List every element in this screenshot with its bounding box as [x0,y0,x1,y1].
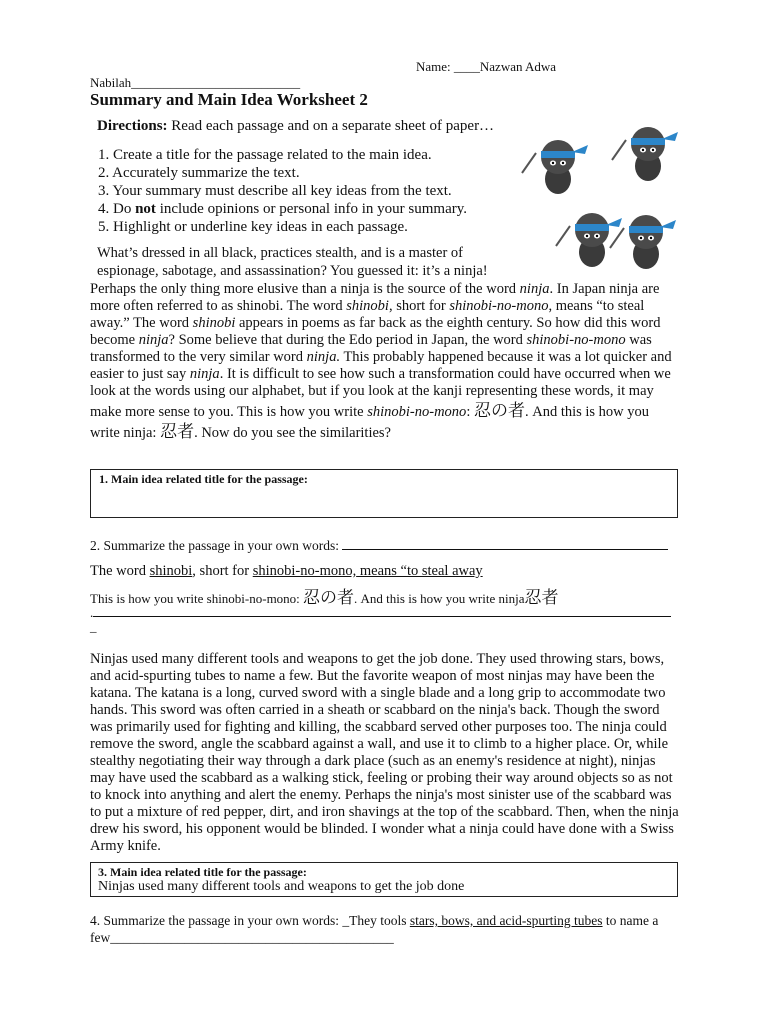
student-name: Name: ____Nazwan Adwa [416,59,557,74]
passage2-body: Ninjas used many different tools and weapons to get the job done. They used throwing stars, bows, and acid-spurting tubes to name a few. But the favorite weapon of most ninjas may have been the katana. The katana is a long, curved sword with a single blade and a long grip to accommodate two hands. This sword was often carried in a sheath or scabbard on the ninja's back. Though the sword was primarily used for fighting and killing, the scabbard served other purposes too. The ninja could remove the sword, angle the scabbard against a wall, and use it to climb to a higher place. Or, while stealthy negotiating their way through a dark place (such as an enemy's residence at night), ninjas may have used the scabbard as a walking stick, feeling or probing their way around objects so as not to knock into anything and alert the enemy. Perhaps the ninja's most sinister use of the scabbard was to put a mixture of red pepper, dirt, and iron shavings at the top of the scabbard. Then, when the ninja drew his sword, his opponent would be blinded. I wonder what a ninja could have done with a Swiss Army knife. [90,651,679,854]
ninja-group-icon [520,112,690,280]
direction-item: 3. Your summary must describe all key ideas from the text. [98,183,452,199]
direction-item: 1. Create a title for the passage related to the main idea. [98,147,432,163]
question-4-line-2[interactable]: few__________________________________________ [90,930,394,945]
answer-2-line-3[interactable]: . [90,603,671,621]
passage1-intro-line: What’s dressed in all black, practices stealth, and is a master of [97,245,463,261]
student-name-continued: Nabilah__________________________ [90,75,301,90]
answer-2-line-4[interactable]: _ [90,619,97,634]
main-idea-answer[interactable]: Ninjas used many different tools and weapons to get the job done [98,879,465,894]
directions-list [98,146,467,236]
direction-item: 2. Accurately summarize the text. [98,165,300,181]
main-idea-box-1[interactable] [90,469,678,518]
direction-item: 4. Do not include opinions or personal info in your summary. [98,201,467,217]
answer-2-line-1[interactable]: The word shinobi, short for shinobi-no-mono, means “to steal away [90,563,483,579]
answer-2-line-2[interactable]: This is how you write shinobi-no-mono: 忍の者. And this is how you write ninja忍者 [90,588,559,608]
directions-label: Directions: [97,118,168,134]
passage1-intro-line: espionage, sabotage, and assassination? You guessed it: it’s a ninja! [97,263,488,279]
worksheet-title: Summary and Main Idea Worksheet 2 [90,90,368,109]
question-2: 2. Summarize the passage in your own words: [90,536,668,554]
kanji-ninja: 忍者 [160,422,195,442]
main-idea-label: 1. Main idea related title for the passage: [99,472,308,486]
directions-text: Directions: Read each passage and on a separate sheet of paper… [97,118,495,134]
passage1-body: Perhaps the only thing more elusive than a ninja is the source of the word ninja. In Japan ninja are more often referred to as shinobi. The word shinobi, short for shinobi-no-mono, means “to steal away.” The word shinobi appears in poems as far back as the eighth century. So how did this word become ninja? Some believe that during the Edo period in Japan, the word shinobi-no-mono was transformed to the very similar word ninja. This probably happened because it was a lot quicker and easier to just say ninja. It is difficult to see how such a transformation could have occurred when we look at the words using our alphabet, but if you look at the kanji representing these words, it may make more sense to you. This is how you write shinobi-no-mono: 忍の者. And this is how you write ninja: 忍者. Now do you see the similarities? [90,281,672,442]
question-4[interactable]: 4. Summarize the passage in your own words: _They tools stars, bows, and acid-spurting tubes to name a [90,913,659,928]
kanji-shinobi-no-mono: 忍の者 [473,401,525,421]
main-idea-box-3[interactable] [90,862,678,897]
main-idea-label: 3. Main idea related title for the passage: [98,865,307,879]
direction-item: 5. Highlight or underline key ideas in each passage. [98,219,408,235]
